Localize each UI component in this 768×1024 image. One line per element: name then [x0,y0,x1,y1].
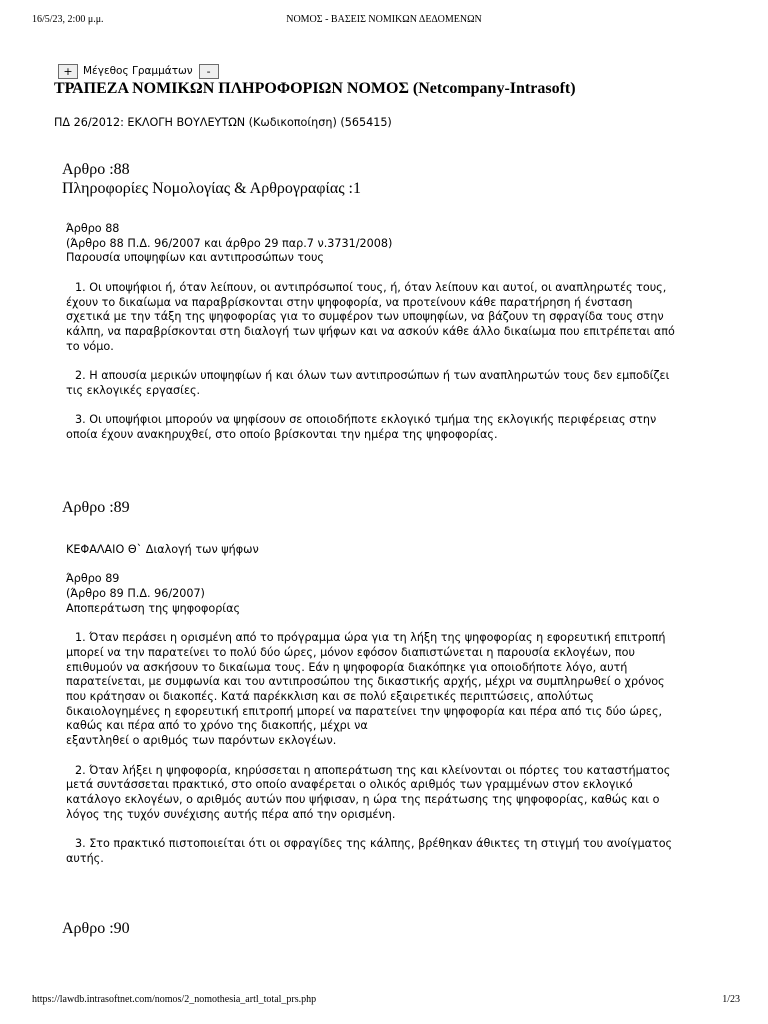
article-88-paragraph-2 [66,369,734,384]
document-subtitle: ΠΔ 26/2012: ΕΚΛΟΓΗ ΒΟΥΛΕΥΤΩΝ (Κωδικοποίηση) (565415) [54,116,392,129]
article-88-title: Άρθρο 88 [66,222,120,235]
print-page-title: ΝΟΜΟΣ - ΒΑΣΕΙΣ ΝΟΜΙΚΩΝ ΔΕΔΟΜΕΝΩΝ [286,14,482,25]
article-88-paragraph-3 [66,413,734,428]
article-89-subject: Αποπεράτωση της ψηφοφορίας [66,601,241,615]
article-88-subject: Παρουσία υποψηφίων και αντιπροσώπων τους [66,251,325,265]
text-line: που κράτησαν οι διακοπές. Κατά παρέκκλιση και σε πολύ εξαιρετικές περιπτώσεις, απολύτως [66,690,594,703]
text-line: 2. Η απουσία μερικών υποψηφίων ή και όλων των αντιπροσώπων ή των αναπληρωτών τους δεν εμποδίζει [75,369,670,382]
text-line: καθώς και πέρα από το χρόνο της διακοπής, μέχρι να [66,719,368,733]
text-line: 3. Στο πρακτικό πιστοποιείται ότι οι σφραγίδες της κάλπης, βρέθηκαν άθικτες τη στιγμή του ανοίγματος [75,837,673,850]
chapter-heading: ΚΕΦΑΛΑΙΟ Θ` Διαλογή των ψήφων [66,543,259,556]
article-88-info-link[interactable]: Πληροφορίες Νομολογίας & Αρθρογραφίας :1 [62,180,361,197]
text-line: τις εκλογικές εργασίες. [66,383,201,397]
text-line: δικαιολογημένες η εφορευτική επιτροπή μπορεί να παρατείνει την ψηφοφορία και πέρα από τις δύο ώρες, [66,704,663,718]
text-line: επιθυμούν να ασκήσουν το δικαίωμα τους. Εάν η ψηφοφορία διακόπηκε για οποιοδήποτε λόγο, αυτή [66,660,628,674]
text-line: 2. Όταν λήξει η ψηφοφορία, κηρύσσεται η αποπεράτωση της και κλείνονται οι πόρτες του καταστήματος [75,763,671,777]
text-line: 3. Οι υποψήφιοι μπορούν να ψηφίσουν σε οποιοδήποτε εκλογικό τμήμα της εκλογικής περιφέρειας στην [75,413,657,427]
text-line: οποία έχουν ανακηρυχθεί, στο οποίο βρίσκονται την ημέρα της ψηφοφορίας. [66,427,498,441]
article-90-heading: Αρθρο :90 [62,920,130,937]
text-line: μετά συντάσσεται πρακτικό, στο οποίο αναφέρεται ο ολικός αριθμός των γραμμένων στον εκλογικό [66,778,633,792]
text-line: 1. Οι υποψήφιοι ή, όταν λείπουν, οι αντιπρόσωποί τους, ή, όταν λείπουν και αυτοί, οι αναπληρωτές τους, [75,280,667,294]
text-line: κάλπη, να παραβρίσκονται στη διαλογή των ψήφων και να ασκούν κάθε άλλο δικαίωμα που επιτρέπεται από [66,324,675,338]
article-89-title: Άρθρο 89 [66,572,120,586]
bank-title: ΤΡΑΠΕΖΑ ΝΟΜΙΚΩΝ ΠΛΗΡΟΦΟΡΙΩΝ ΝΟΜΟΣ (Netcompany-Intrasoft) [54,80,576,97]
print-date: 16/5/23, 2:00 μ.μ. [32,14,104,25]
text-line: αυτής. [66,851,104,865]
text-line: σχετικά με την τάξη της ψηφοφορίας για το συμφέρον των υποψηφίων, να βάζουν τη σφραγίδα τους στην [66,310,664,324]
article-89-paragraph-2 [66,764,734,779]
article-89-paragraph-1 [66,631,734,646]
print-url: https://lawdb.intrasoftnet.com/nomos/2_nomothesia_artl_total_prs.php [32,994,317,1005]
text-line: λόγος της τυχόν συνέχισης αυτής πέρα από την ορισμένη. [66,807,396,821]
text-line: μπορεί να την παρατείνει το πολύ δύο ώρες, μόνον εφόσον διαπιστώνεται η παρουσία εκλογέων, που [66,645,635,659]
text-line: έχουν το δικαίωμα να παραβρίσκονται στην ψηφοφορία, να προτείνουν κάθε παρατήρηση ή ένσταση [66,295,633,309]
article-89-paragraph-3 [66,837,734,852]
increase-font-button[interactable]: + [58,64,78,79]
article-89-body [66,543,734,866]
text-line: παρατείνεται, με συμφωνία και του αντιπροσώπου της δικαστικής αρχής, μέχρι να συμπληρωθεί ο χρόνος [66,675,665,689]
font-size-label: Μέγεθος Γραμμάτων [83,65,193,77]
article-89-meta [66,572,734,587]
article-88-source: (Άρθρο 88 Π.Δ. 96/2007 και άρθρο 29 παρ.7 ν.3731/2008) [66,236,393,250]
article-89-heading: Αρθρο :89 [62,499,130,516]
article-88-paragraph-1 [66,281,734,296]
decrease-font-button[interactable]: - [199,64,219,79]
text-line: εξαντληθεί ο αριθμός των παρόντων εκλογέων. [66,734,337,748]
text-line: το νόμο. [66,339,114,353]
article-88-heading: Αρθρο :88 [62,161,130,178]
article-89-source: (Άρθρο 89 Π.Δ. 96/2007) [66,587,205,601]
page-number: 1/23 [722,994,740,1005]
font-size-controls [58,62,219,80]
print-header [28,14,740,28]
print-footer [28,994,740,1008]
text-line: 1. Όταν περάσει η ορισμένη από το πρόγραμμα ώρα για τη λήξη της ψηφοφορίας η εφορευτική επιτροπή [75,631,666,645]
article-88-body [66,222,734,443]
text-line: κατάλογο εκλογέων, ο αριθμός αυτών που ψήφισαν, η ώρα της περάτωσης της ψηφοφορίας, καθώς και ο [66,792,660,806]
